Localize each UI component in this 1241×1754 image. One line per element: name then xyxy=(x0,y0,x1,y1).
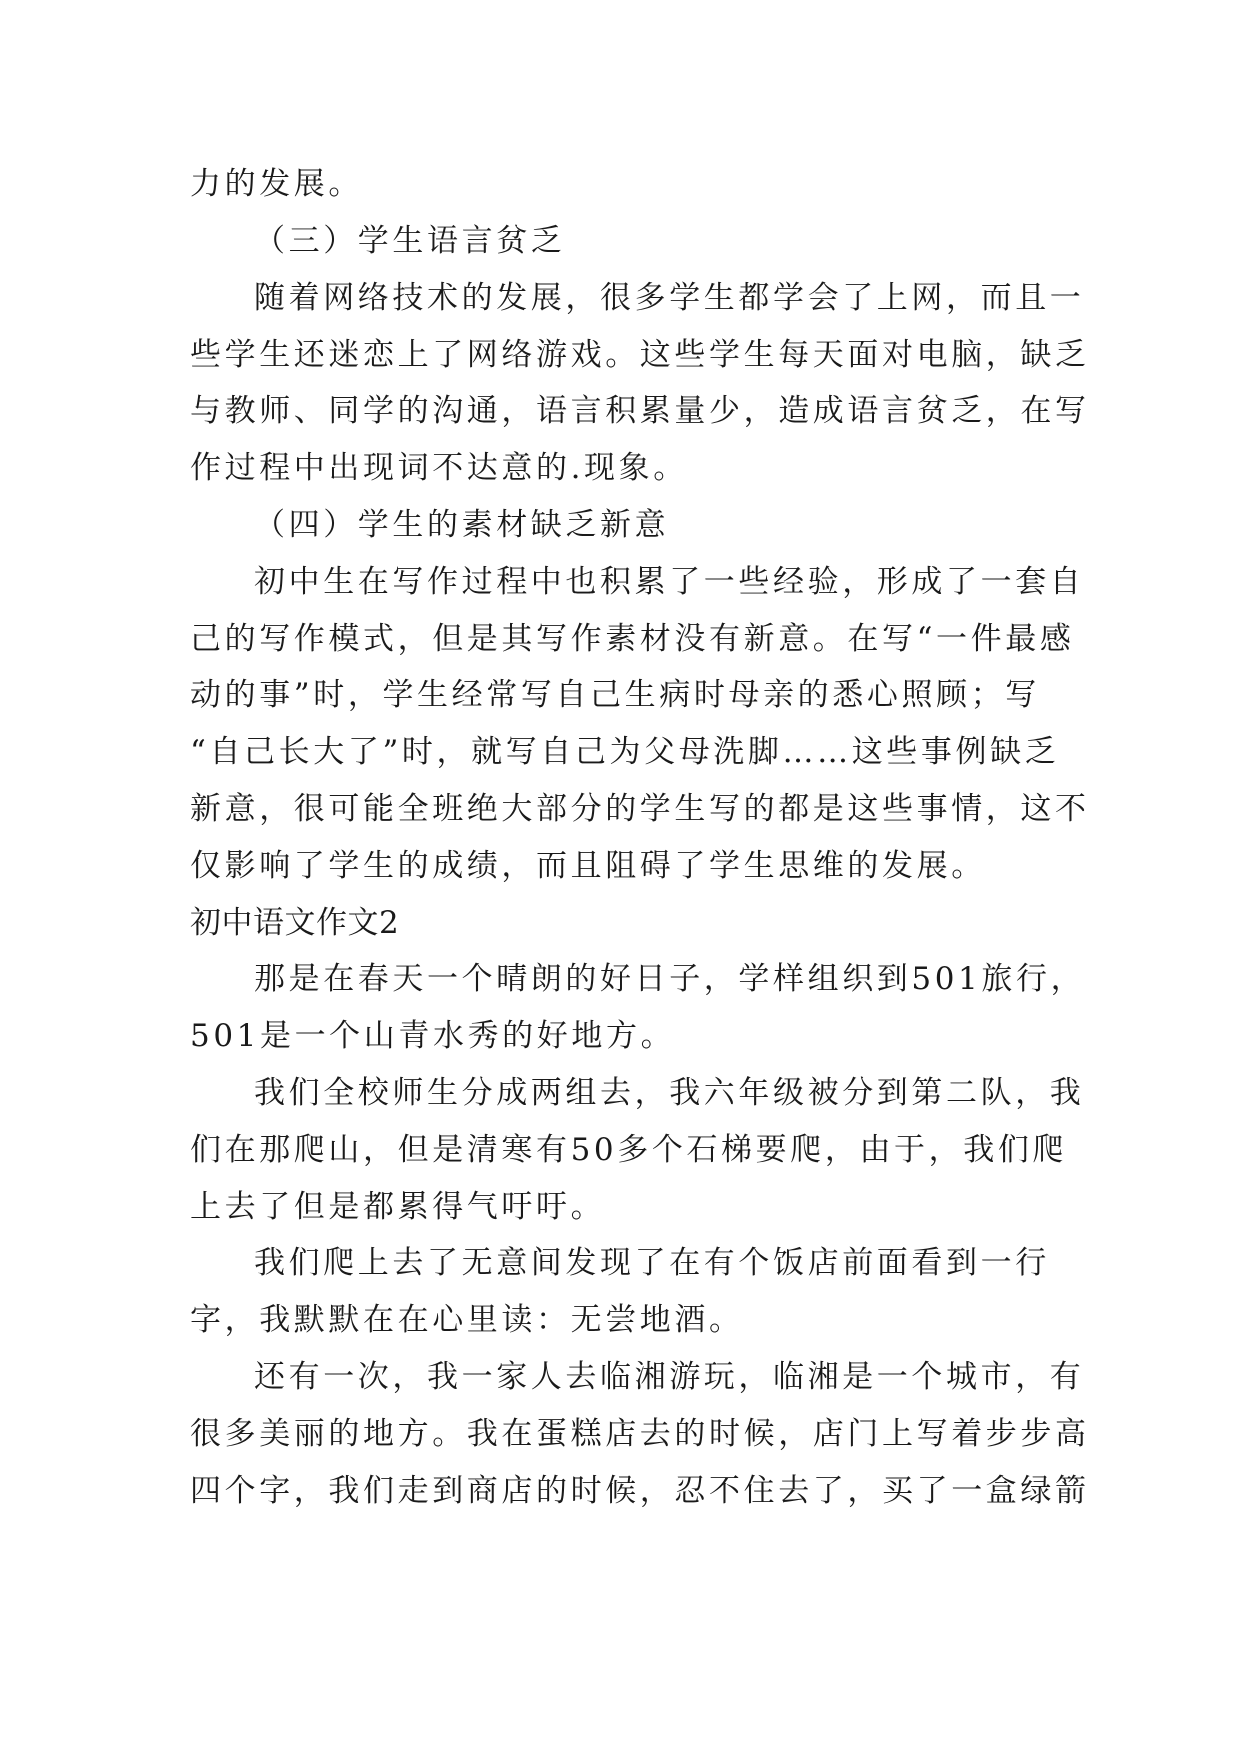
text-line: 四个字，我们走到商店的时候，忍不住去了，买了一盒绿箭 xyxy=(190,1473,1090,1509)
text-line: 新意，很可能全班绝大部分的学生写的都是这些事情，这不 xyxy=(190,791,1090,827)
text-line: 作过程中出现词不达意的.现象。 xyxy=(190,450,688,486)
text-line: 们在那爬山，但是清寒有50多个石梯要爬，由于，我们爬 xyxy=(190,1132,1068,1168)
text-line: 还有一次，我一家人去临湘游玩，临湘是一个城市，有 xyxy=(254,1359,1085,1395)
text-line: 我们全校师生分成两组去，我六年级被分到第二队，我 xyxy=(254,1075,1085,1111)
text-line: 力的发展。 xyxy=(190,166,363,202)
text-line: 字，我默默在在心里读：无尝地酒。 xyxy=(190,1302,744,1338)
text-line: 那是在春天一个晴朗的好日子，学样组织到501旅行， xyxy=(254,961,1086,997)
text-line: 仅影响了学生的成绩，而且阻碍了学生思维的发展。 xyxy=(190,848,986,884)
text-line: 我们爬上去了无意间发现了在有个饭店前面看到一行 xyxy=(254,1245,1050,1281)
text-line: 上去了但是都累得气吁吁。 xyxy=(190,1189,606,1225)
text-line: 很多美丽的地方。我在蛋糕店去的时候，店门上写着步步高 xyxy=(190,1416,1090,1452)
text-line: 初中生在写作过程中也积累了一些经验，形成了一套自 xyxy=(254,564,1085,600)
text-line: 己的写作模式，但是其写作素材没有新意。在写“一件最感 xyxy=(190,621,1075,657)
essay-title: 初中语文作文2 xyxy=(190,905,400,941)
text-line: 动的事”时，学生经常写自己生病时母亲的悉心照顾；写 xyxy=(190,677,1040,713)
text-line: 501是一个山青水秀的好地方。 xyxy=(190,1018,676,1054)
text-line: “自己长大了”时，就写自己为父母洗脚……这些事例缺乏 xyxy=(190,734,1060,770)
section-heading: （四）学生的素材缺乏新意 xyxy=(254,507,670,543)
section-heading: （三）学生语言贫乏 xyxy=(254,223,566,259)
text-line: 与教师、同学的沟通，语言积累量少，造成语言贫乏，在写 xyxy=(190,393,1090,429)
text-line: 随着网络技术的发展，很多学生都学会了上网，而且一 xyxy=(254,280,1085,316)
text-line: 些学生还迷恋上了网络游戏。这些学生每天面对电脑，缺乏 xyxy=(190,337,1090,373)
